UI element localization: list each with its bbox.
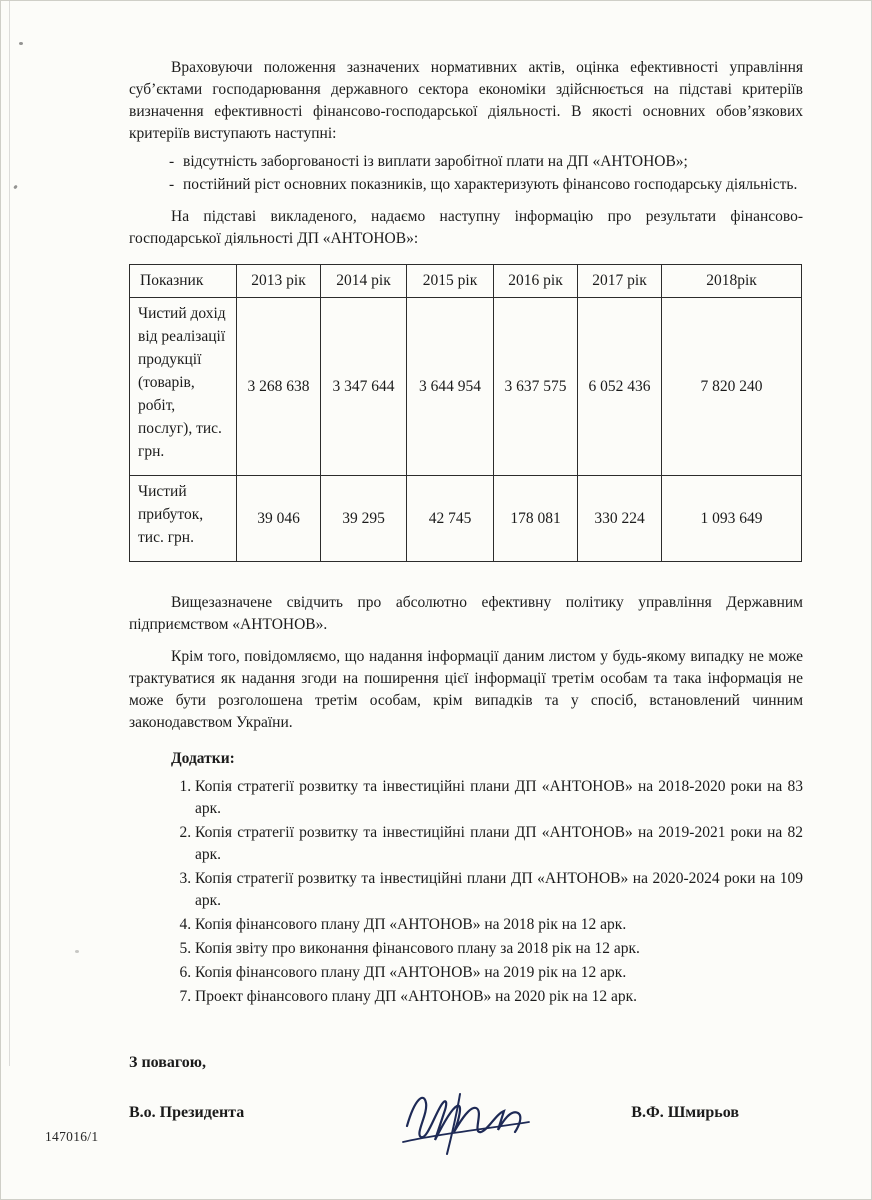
cell-value: 42 745 bbox=[407, 476, 494, 562]
bullet-marker: - bbox=[169, 153, 175, 170]
paragraph-table-intro: На підставі викладеного, надаємо наступну інформацію про результати фінансово-господарської діяльності ДП «АНТОНОВ»: bbox=[129, 208, 803, 247]
table-header-2013: 2013 рік bbox=[237, 265, 321, 298]
criteria-list bbox=[129, 151, 803, 196]
cell-value: 3 637 575 bbox=[494, 298, 578, 476]
scan-artifact bbox=[75, 950, 79, 953]
table-header-2014: 2014 рік bbox=[321, 265, 407, 298]
cell-value: 1 093 649 bbox=[662, 476, 802, 562]
signature-salutation: З повагою, bbox=[129, 1054, 206, 1071]
attachment-item: 1. Копія стратегії розвитку та інвестиційні плани ДП «АНТОНОВ» на 2018-2020 роки на 83 арк. bbox=[195, 776, 803, 820]
attachments-list bbox=[129, 776, 803, 1008]
table-header-2017: 2017 рік bbox=[578, 265, 662, 298]
criteria-item bbox=[129, 174, 803, 196]
paragraph-disclaimer: Крім того, повідомляємо, що надання інформації даним листом у будь-якому випадку не може трактуватися як надання згоди на поширення цієї інформації третім особам та така інформація не може бути розголошена третім особам, крім випадків та у спосіб, встановлений чинним законодавством України. bbox=[129, 648, 803, 731]
cell-value: 3 268 638 bbox=[237, 298, 321, 476]
cell-value: 330 224 bbox=[578, 476, 662, 562]
attachment-item: 2. Копія стратегії розвитку та інвестиційні плани ДП «АНТОНОВ» на 2019-2021 роки на 82 арк. bbox=[195, 822, 803, 866]
table-header-row bbox=[130, 265, 802, 298]
table-header-2015: 2015 рік bbox=[407, 265, 494, 298]
cell-value: 7 820 240 bbox=[662, 298, 802, 476]
criteria-item-text: відсутність заборгованості із виплати заробітної плати на ДП «АНТОНОВ»; bbox=[183, 153, 688, 170]
scan-edge-line bbox=[9, 1, 10, 1066]
financial-results-table bbox=[129, 264, 802, 562]
paragraph-conclusion: Вищезазначене свідчить про абсолютно ефективну політику управління Державним підприємством «АНТОНОВ». bbox=[129, 594, 803, 633]
cell-value: 3 644 954 bbox=[407, 298, 494, 476]
table-header-2018: 2018рік bbox=[662, 265, 802, 298]
criteria-item bbox=[129, 151, 803, 173]
cell-value: 39 295 bbox=[321, 476, 407, 562]
cell-value: 6 052 436 bbox=[578, 298, 662, 476]
signature-row bbox=[129, 1102, 803, 1124]
table-header-indicator: Показник bbox=[130, 265, 237, 298]
signer-name: В.Ф. Шмирьов bbox=[631, 1104, 739, 1121]
bullet-marker: - bbox=[169, 176, 175, 193]
scan-artifact bbox=[13, 185, 18, 190]
row-label: Чистий дохід від реалізації продукції (товарів, робіт, послуг), тис. грн. bbox=[130, 298, 237, 476]
document-body bbox=[129, 57, 803, 1124]
signer-position: В.о. Президента bbox=[129, 1104, 245, 1121]
attachment-item: 7. Проект фінансового плану ДП «АНТОНОВ» на 2020 рік на 12 арк. bbox=[195, 986, 803, 1008]
attachment-item: 5. Копія звіту про виконання фінансового плану за 2018 рік на 12 арк. bbox=[195, 938, 803, 960]
table-row-net-income bbox=[130, 298, 802, 476]
row-label: Чистий прибуток, тис. грн. bbox=[130, 476, 237, 562]
handwritten-signature-icon bbox=[397, 1082, 547, 1160]
cell-value: 3 347 644 bbox=[321, 298, 407, 476]
signature-block bbox=[129, 1052, 803, 1124]
cell-value: 178 081 bbox=[494, 476, 578, 562]
criteria-item-text: постійний ріст основних показників, що характеризують фінансово господарську діяльність. bbox=[183, 176, 798, 193]
table-row-net-profit bbox=[130, 476, 802, 562]
cell-value: 39 046 bbox=[237, 476, 321, 562]
document-number: 147016/1 bbox=[45, 1129, 99, 1144]
paragraph-criteria-intro: Враховуючи положення зазначених нормативних актів, оцінка ефективності управління суб’єктами господарювання державного сектора економіки здійснюється на підставі критеріїв визначення ефективності фінансово-господарської діяльності. В якості основних обов’язкових критеріїв виступають наступні: bbox=[129, 59, 803, 142]
attachment-item: 3. Копія стратегії розвитку та інвестиційні плани ДП «АНТОНОВ» на 2020-2024 роки на 109 арк. bbox=[195, 868, 803, 912]
attachments-title: Додатки: bbox=[171, 750, 235, 767]
table-header-2016: 2016 рік bbox=[494, 265, 578, 298]
attachment-item: 6. Копія фінансового плану ДП «АНТОНОВ» на 2019 рік на 12 арк. bbox=[195, 962, 803, 984]
attachment-item: 4. Копія фінансового плану ДП «АНТОНОВ» на 2018 рік на 12 арк. bbox=[195, 914, 803, 936]
scan-artifact bbox=[19, 42, 23, 45]
